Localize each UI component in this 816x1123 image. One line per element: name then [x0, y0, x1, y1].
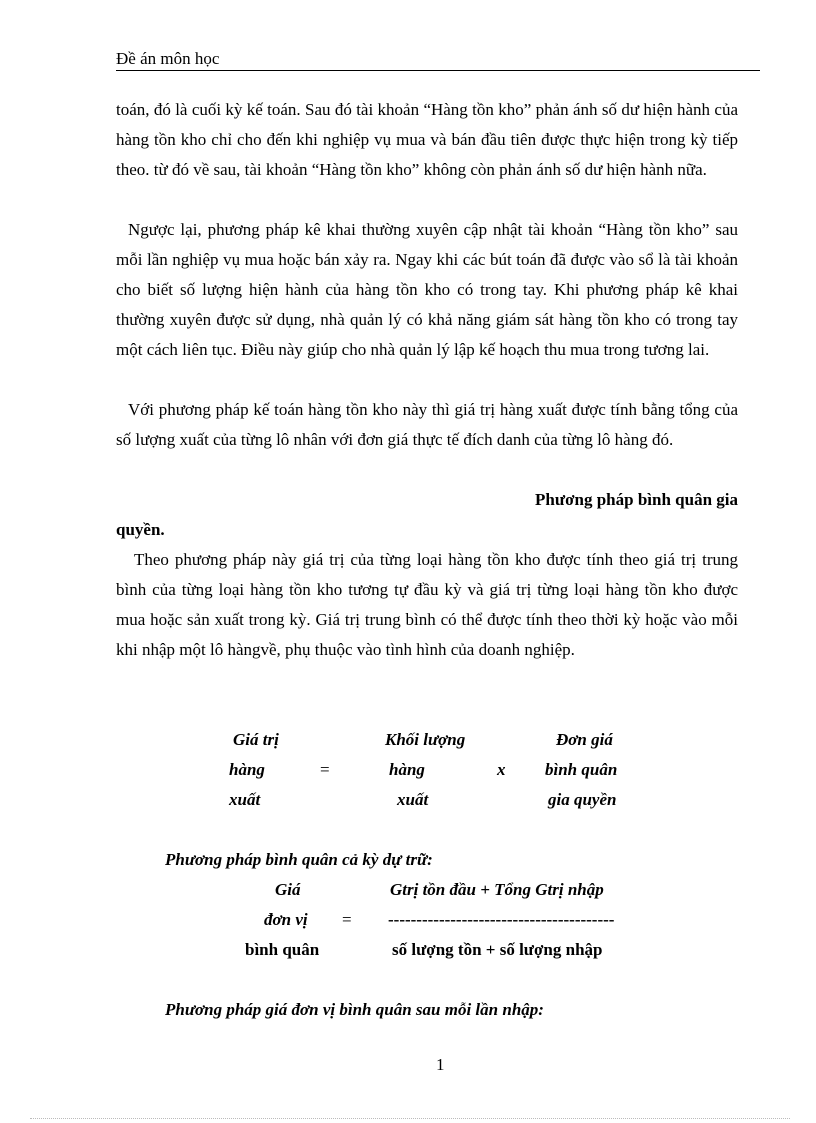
- formula2-fraction-line: ----------------------------------------: [388, 910, 615, 929]
- formula2-denominator: số lượng tồn + số lượng nhập: [392, 940, 603, 959]
- formula2-left-3: bình quân: [245, 940, 320, 959]
- page-number: 1: [436, 1055, 445, 1074]
- formula1-multiply: x: [497, 760, 506, 779]
- formula2-numerator: Gtrị tồn đầu + Tổng Gtrị nhập: [390, 880, 604, 899]
- formula1-right-1: Đơn giá: [556, 730, 613, 749]
- formula1-right-2: bình quân: [545, 760, 618, 779]
- formula1-left-3: xuất: [229, 790, 261, 809]
- formula2-equals: =: [342, 910, 352, 929]
- formula1-mid-1: Khối lượng: [385, 730, 466, 749]
- paragraph-2: Ngược lại, phương pháp kê khai thường xuyên cập nhật tài khoản “Hàng tồn kho” sau mỗi lần nghiệp vụ mua hoặc bán xảy ra. Ngay khi các bút toán đã được vào sổ là tài khoản cho biết số lượng hiện hành của hàng tồn kho có trong tay. Khi phương pháp kê khai thường xuyên được sử dụng, nhà quản lý có khả năng giám sát hàng tồn kho có trong tay một cách liên tục. Điều này giúp cho nhà quản lý lập kế hoạch thu mua trong tương lai.: [116, 220, 738, 359]
- formula2-title: Phương pháp bình quân cả kỳ dự trữ:: [165, 850, 433, 869]
- formula1-mid-2: hàng: [389, 760, 425, 779]
- header-title: Đề án môn học: [116, 49, 220, 68]
- formula2-left-2: đơn vị: [264, 910, 308, 929]
- formula1-equals: =: [320, 760, 330, 779]
- section-heading-line1: Phương pháp bình quân gia: [535, 490, 738, 509]
- formula1-right-3: gia quyền: [548, 790, 617, 809]
- formula1-left-2: hàng: [229, 760, 265, 779]
- paragraph-4: Theo phương pháp này giá trị của từng loại hàng tồn kho được tính theo giá trị trung bình của từng loại hàng tồn kho tương tự đầu kỳ và giá trị từng loại hàng tồn kho được mua hoặc sản xuất trong kỳ. Giá trị trung bình có thể được tính theo thời kỳ hoặc vào mỗi khi nhập một lô hàngvề, phụ thuộc vào tình hình của doanh nghiệp.: [116, 550, 738, 659]
- paragraph-1: toán, đó là cuối kỳ kế toán. Sau đó tài khoản “Hàng tồn kho” phản ánh số dư hiện hành của hàng tồn kho chỉ cho đến khi nghiệp vụ mua và bán đầu tiên được thực hiện trong kỳ tiếp theo. từ đó về sau, tài khoản “Hàng tồn kho” không còn phản ánh số dư hiện hành nữa.: [116, 100, 738, 179]
- formula1-mid-3: xuất: [397, 790, 429, 809]
- formula3-title: Phương pháp giá đơn vị bình quân sau mỗi lần nhập:: [165, 1000, 544, 1019]
- page-header: [116, 48, 760, 71]
- section-heading-line2: quyền.: [116, 520, 165, 539]
- page-bottom-divider: [30, 1118, 790, 1119]
- formula1-left-1: Giá trị: [233, 730, 279, 749]
- formula2-left-1: Giá: [275, 880, 301, 899]
- paragraph-3: Với phương pháp kế toán hàng tồn kho này thì giá trị hàng xuất được tính bằng tổng của số lượng xuất của từng lô nhân với đơn giá thực tế đích danh của từng lô hàng đó.: [116, 400, 738, 449]
